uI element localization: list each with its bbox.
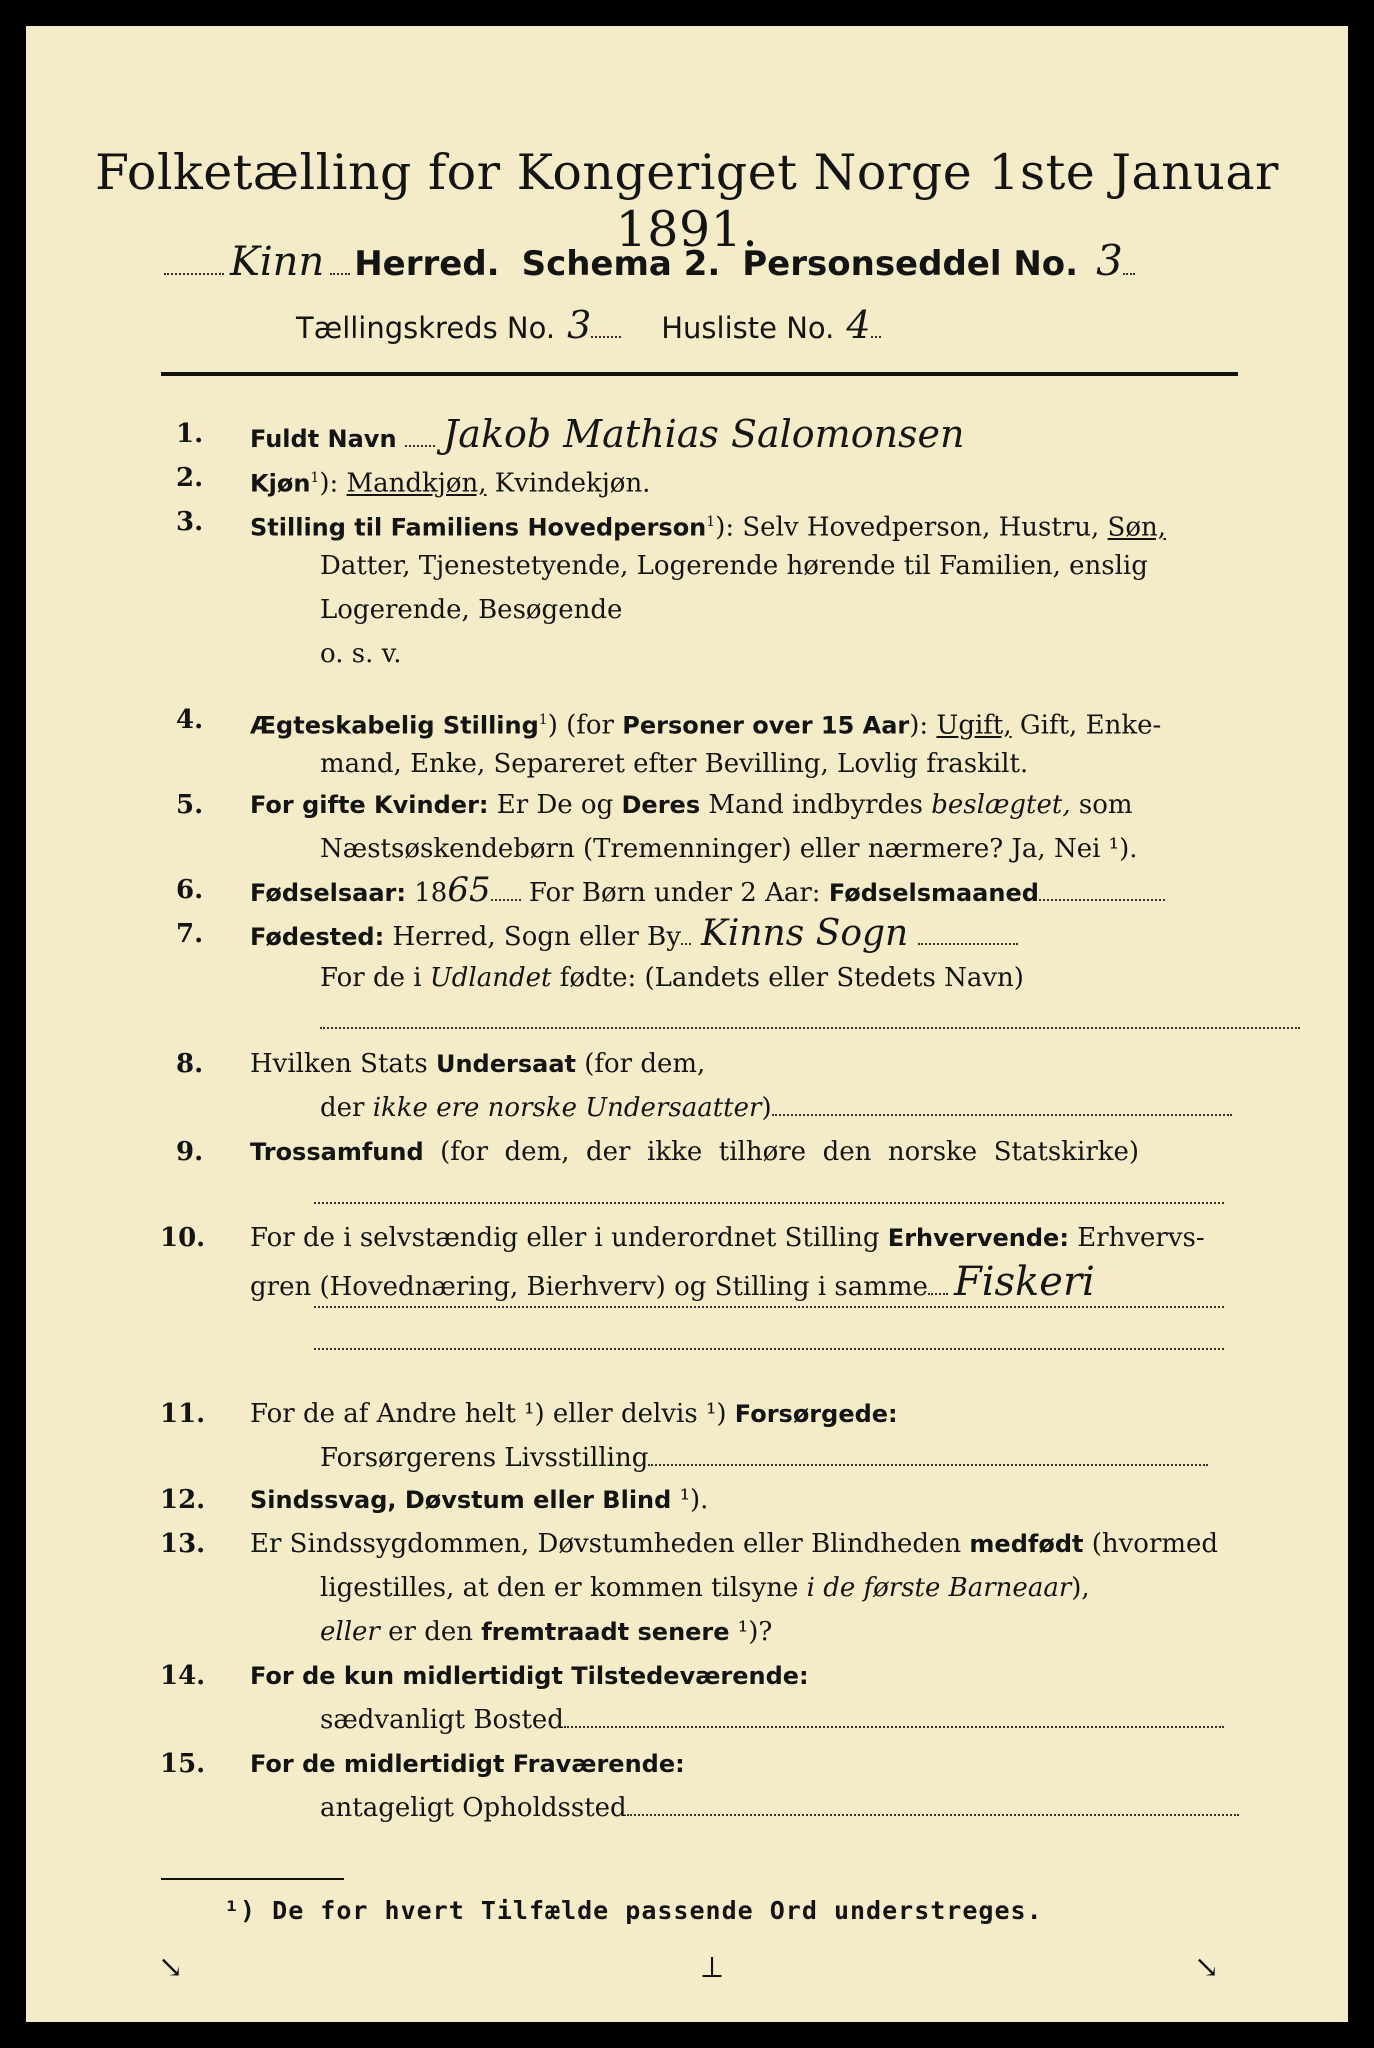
item-label: Stilling til Familiens Hovedperson [250, 513, 707, 542]
item-label-bold: Personer over 15 Aar [622, 711, 910, 740]
item-label: Fuldt Navn [250, 425, 397, 453]
item-text-line4: o. s. v. [320, 639, 402, 669]
item-label: Ægteskabelig Stilling [250, 711, 539, 740]
item-label: Fødselsmaaned [828, 879, 1039, 907]
item-text: 18 [406, 878, 448, 908]
item-text: Er De og [488, 790, 622, 820]
item-text-italic: eller [320, 1617, 380, 1647]
full-name-value: Jakob Mathias Salomonsen [443, 412, 965, 456]
option-ugift-underlined: Ugift, [936, 710, 1012, 741]
option-kvindekjon: Kvindekjøn. [486, 468, 651, 499]
item-label: Fødested: [250, 923, 385, 951]
item-number: 8. [176, 1049, 204, 1079]
item-text: (for dem, [575, 1049, 706, 1079]
item-text-line3: Logerende, Besøgende [320, 595, 623, 625]
husliste-value: 4 [846, 303, 871, 347]
item-text-italic: i de første Barneaar [806, 1573, 1072, 1603]
census-form-page [26, 26, 1348, 2022]
center-mark-icon: ⟂ [702, 1950, 723, 1985]
item-text-italic: beslægtet, [931, 790, 1071, 820]
item-text: (for dem, der ikke tilhøre den norske Statskirke) [423, 1137, 1140, 1167]
item-text-line2: Datter, Tjenestetyende, Logerende hørende til Familien, enslig [320, 551, 1148, 581]
item-text-line2: sædvanligt Bosted [320, 1705, 564, 1735]
item-text-line2: Næstsøskendebørn (Tremenninger) eller nærmere? Ja, Nei ¹). [320, 834, 1138, 864]
item-label: Sindssvag, Døvstum eller Blind [250, 1486, 672, 1514]
item-text: ¹)? [729, 1617, 773, 1647]
item-text: For Børn under 2 Aar: [520, 878, 829, 908]
item-text-italic: Udlandet [429, 963, 552, 993]
item-text: Mand indbyrdes [700, 790, 932, 820]
herred-label: Herred. [354, 244, 500, 284]
item-text: ), [1071, 1573, 1090, 1603]
item-label: Undersaat [435, 1050, 576, 1078]
item-label: Trossamfund [250, 1138, 424, 1166]
birthplace-value: Kinns Sogn [700, 913, 909, 954]
kreds-value: 3 [567, 303, 592, 347]
blank-line [320, 1027, 1300, 1029]
item-text: Er Sindssygdommen, Døvstumheden eller Blindheden [250, 1529, 970, 1559]
item-text: ): Selv Hovedperson, Hustru, [715, 512, 1108, 543]
item-label: For de midlertidigt Fraværende: [250, 1750, 685, 1778]
item-text-line2: For de i [320, 963, 430, 993]
item-label-bold: Deres [621, 791, 701, 819]
item-text: ¹). [671, 1485, 709, 1515]
item-text: Herred, Sogn eller By [384, 922, 681, 952]
item-label: Fødselsaar: [250, 879, 406, 907]
personseddel-label: Personseddel No. [742, 244, 1079, 284]
item-text: Erhvervs- [1068, 1223, 1205, 1253]
item-number: 6. [176, 875, 204, 905]
corner-mark-left-icon: ↘ [158, 1950, 184, 1985]
blank-line [314, 1202, 1224, 1204]
item-text: (hvormed [1083, 1529, 1219, 1559]
footnote: ¹) De for hvert Tilfælde passende Ord understreges. [224, 1896, 1043, 1925]
blank-line [314, 1348, 1224, 1350]
item-number: 11. [160, 1399, 206, 1429]
item-number: 3. [176, 507, 204, 537]
birth-year-value: 65 [447, 870, 491, 910]
item-text: Hvilken Stats [250, 1049, 436, 1079]
item-text: fødte: (Landets eller Stedets Navn) [551, 963, 1024, 993]
item-label-bold: fremtraadt senere [481, 1618, 730, 1646]
item-text: For de i selvstændig eller i underordnet Stilling [250, 1223, 888, 1253]
footnote-ref: 1 [538, 712, 548, 728]
option-mandkjon-underlined: Mandkjøn, [346, 468, 487, 499]
herred-value: Kinn [230, 239, 325, 285]
item-number: 9. [176, 1137, 204, 1167]
item-label: medfødt [969, 1530, 1084, 1558]
item-number: 7. [176, 919, 204, 949]
footnote-ref: 1 [310, 470, 320, 486]
item-text: For de af Andre helt ¹) eller delvis ¹) [250, 1399, 735, 1429]
item-text-line2: antageligt Opholdssted [320, 1793, 627, 1823]
item-text-line2: Forsørgerens Livsstilling [320, 1443, 649, 1473]
item-text: er den [379, 1617, 482, 1647]
header-row-herred [164, 236, 1234, 285]
item-label: Erhvervende: [887, 1224, 1069, 1252]
item-text: Gift, Enke- [1011, 710, 1162, 741]
item-text: ): [319, 468, 347, 499]
item-text: ) [761, 1093, 772, 1123]
option-son-underlined: Søn, [1107, 512, 1167, 543]
item-number: 1. [176, 419, 204, 449]
item-number: 15. [160, 1749, 206, 1779]
item-number: 13. [160, 1529, 206, 1559]
husliste-label: Husliste No. [661, 311, 835, 345]
item-text-line2: ligestilles, at den er kommen tilsyne [320, 1573, 807, 1603]
item-label: For gifte Kvinder: [250, 791, 489, 819]
item-number: 2. [176, 463, 204, 493]
item-text-line2: mand, Enke, Separeret efter Bevilling, Lovlig fraskilt. [320, 749, 1029, 779]
header-divider [161, 372, 1238, 376]
item-number: 5. [176, 790, 204, 820]
item-number: 12. [160, 1485, 206, 1515]
item-text: som [1070, 790, 1133, 820]
item-text-italic: ikke ere norske Undersaatter [372, 1093, 762, 1123]
footnote-ref: 1 [706, 514, 716, 530]
corner-mark-right-icon: ↘ [1194, 1950, 1220, 1985]
item-number: 4. [176, 705, 204, 735]
item-text: ) (for [547, 710, 623, 741]
personseddel-value: 3 [1096, 236, 1123, 285]
item-text-line2: der [320, 1093, 373, 1123]
header-row-kreds [296, 303, 1116, 347]
blank-line [314, 1306, 1224, 1308]
item-label: Forsørgede: [734, 1400, 898, 1428]
item-number: 10. [160, 1223, 206, 1253]
item-text: ): [909, 710, 937, 741]
item-label: For de kun midlertidigt Tilstedeværende: [250, 1662, 809, 1690]
form-title: Folketælling for Kongeriget Norge 1ste Januar 1891. [95, 144, 1279, 258]
item-number: 14. [160, 1661, 206, 1691]
item-label: Kjøn [250, 469, 311, 498]
occupation-value: Fiskeri [953, 1259, 1095, 1305]
item-text-line2: gren (Hovednæring, Bierhverv) og Stilling i samme [250, 1272, 928, 1302]
schema-label: Schema 2. [521, 244, 721, 284]
kreds-label: Tællingskreds No. [296, 311, 556, 345]
footnote-divider [161, 1878, 344, 1880]
